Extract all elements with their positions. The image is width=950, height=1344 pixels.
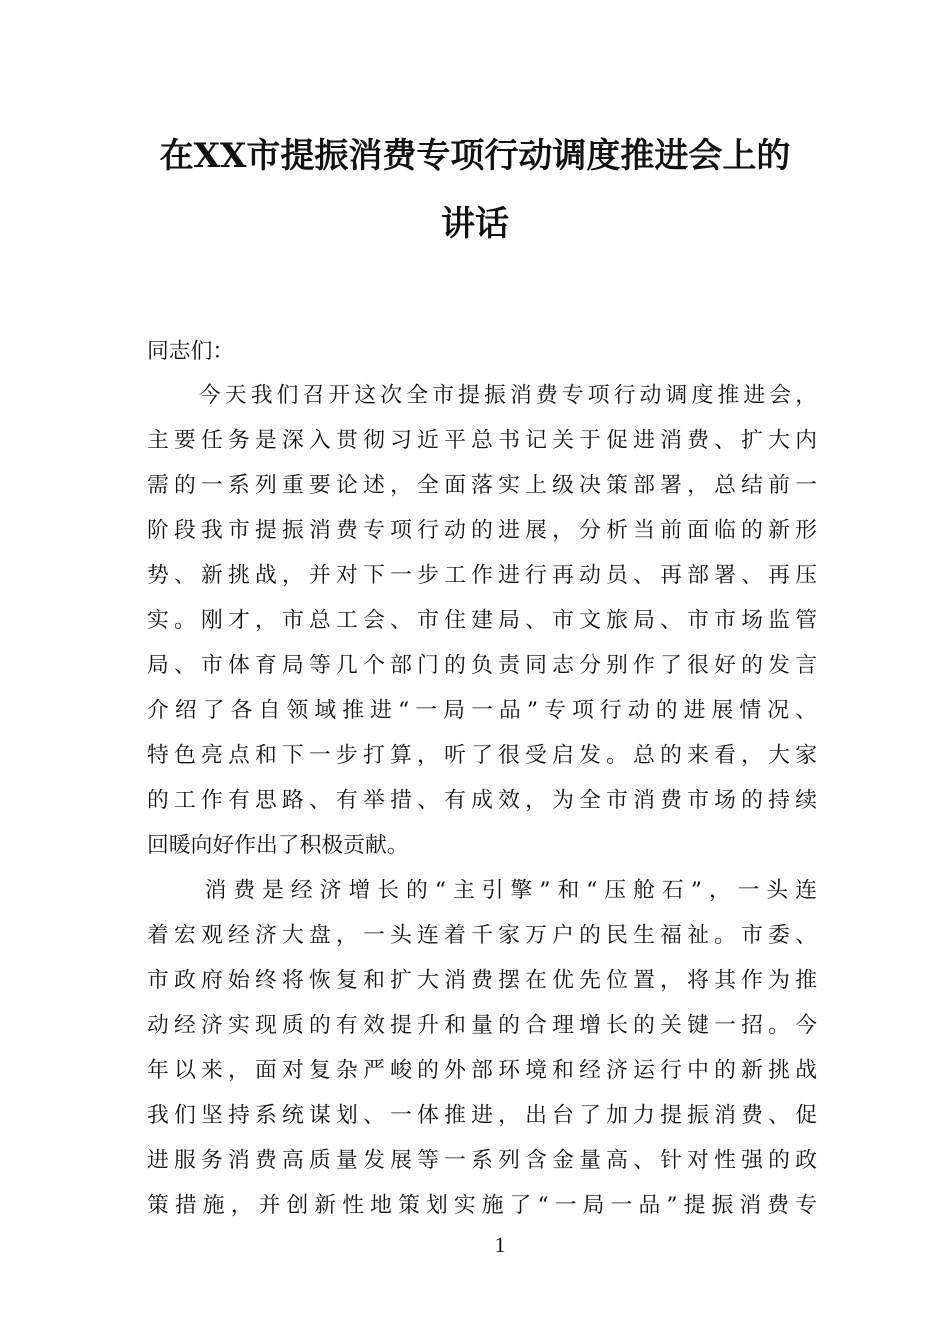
paragraph-line: 主要任务是深入贯彻习近平总书记关于促进消费、扩大内 (147, 428, 817, 453)
page-number: 1 (494, 1232, 506, 1257)
paragraph-line: 市政府始终将恢复和扩大消费摆在优先位置，将其作为推 (147, 968, 817, 993)
paragraph-line: 着宏观经济大盘，一头连着千家万户的民生福祉。市委、 (147, 923, 817, 948)
paragraph-line: 年以来，面对复杂严峻的外部环境和经济运行中的新挑战 (147, 1058, 817, 1083)
paragraph-line: 阶段我市提振消费专项行动的进展，分析当前面临的新形 (147, 518, 817, 543)
paragraph-line: 策措施，并创新性地策划实施了“一局一品”提振消费专 (147, 1193, 817, 1218)
paragraph-line: 回暖向好作出了积极贡献。 (147, 833, 409, 858)
document-title-line-1: 在XX市提振消费专项行动调度推进会上的 (159, 136, 791, 176)
salutation: 同志们： (147, 339, 235, 364)
paragraph-line: 局、市体育局等几个部门的负责同志分别作了很好的发言 (147, 653, 817, 678)
paragraph-line: 实。刚才，市总工会、市住建局、市文旅局、市市场监管 (147, 608, 817, 633)
document-title-line-2: 讲话 (441, 204, 509, 244)
paragraph-line: 动经济实现质的有效提升和量的合理增长的关键一招。今 (147, 1013, 817, 1038)
paragraph-line: 需的一系列重要论述，全面落实上级决策部署，总结前一 (147, 473, 817, 498)
paragraph-line: 我们坚持系统谋划、一体推进，出台了加力提振消费、促 (147, 1103, 817, 1128)
paragraph-line: 今天我们召开这次全市提振消费专项行动调度推进会， (147, 383, 817, 408)
paragraph-line: 特色亮点和下一步打算，听了很受启发。总的来看，大家 (147, 743, 817, 768)
paragraph-line: 势、新挑战，并对下一步工作进行再动员、再部署、再压 (147, 563, 817, 588)
paragraph-line: 的工作有思路、有举措、有成效，为全市消费市场的持续 (147, 788, 817, 813)
paragraph-line: 介绍了各自领域推进“一局一品”专项行动的进展情况、 (147, 698, 817, 723)
paragraph-line: 进服务消费高质量发展等一系列含金量高、针对性强的政 (147, 1148, 817, 1173)
paragraph-line: 消费是经济增长的“主引擎”和“压舱石”，一头连 (147, 878, 817, 903)
